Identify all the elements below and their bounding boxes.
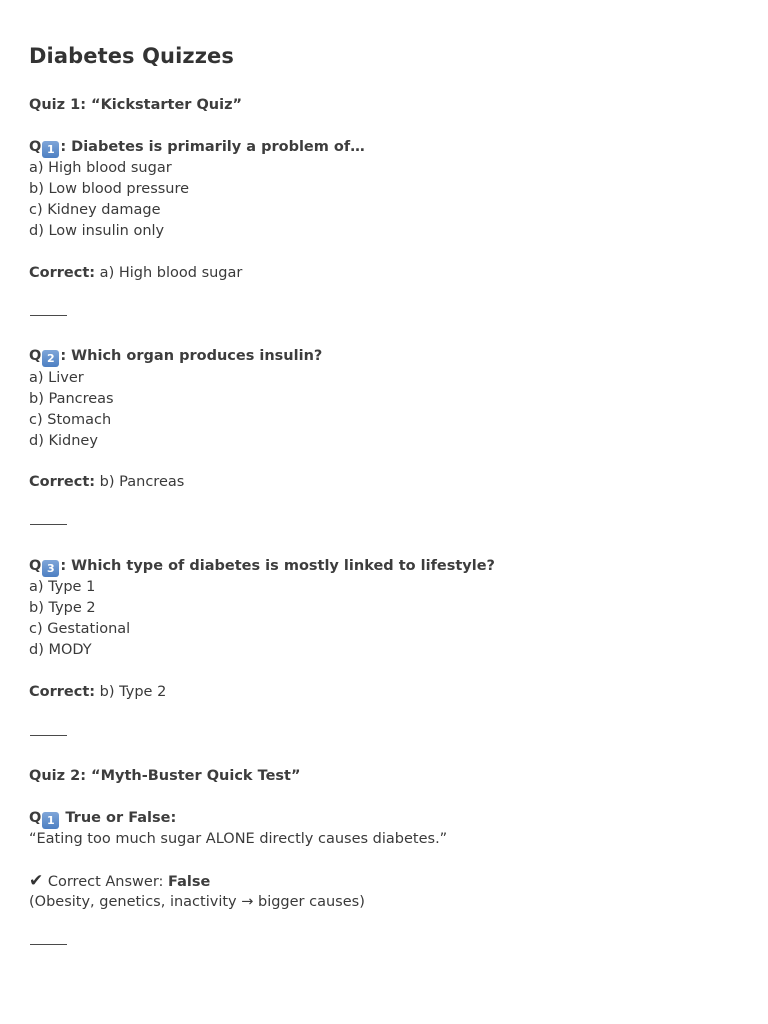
quiz1-q1-option-d: d) Low insulin only: [29, 223, 165, 239]
divider: [30, 735, 67, 736]
quiz1-q3-option-d: d) MODY: [29, 642, 92, 658]
divider: [30, 524, 67, 525]
check-mark-icon: ✔: [29, 871, 44, 891]
quiz1-heading: Quiz 1: “Kickstarter Quiz”: [29, 97, 243, 113]
keycap-one-icon: 1: [42, 141, 59, 158]
quiz1-q3-option-a: a) Type 1: [29, 579, 96, 595]
quiz2-correct-answer: ✔ Correct Answer: False: [29, 871, 211, 891]
page-title: Diabetes Quizzes: [29, 44, 234, 68]
quiz1-q3-correct: Correct: b) Type 2: [29, 684, 167, 700]
keycap-one-icon: 1: [42, 812, 59, 829]
quiz1-q3-option-b: b) Type 2: [29, 600, 96, 616]
quiz1-q3-option-c: c) Gestational: [29, 621, 131, 637]
quiz1-q1-option-b: b) Low blood pressure: [29, 181, 190, 197]
quiz1-question-3: Q 3 : Which type of diabetes is mostly linked to lifestyle?: [29, 558, 495, 575]
quiz2-statement: “Eating too much sugar ALONE directly causes diabetes.”: [29, 831, 448, 847]
quiz1-question-2: Q 2 : Which organ produces insulin?: [29, 348, 323, 365]
quiz2-explanation: (Obesity, genetics, inactivity → bigger causes): [29, 894, 365, 910]
quiz1-q2-correct: Correct: b) Pancreas: [29, 474, 185, 490]
quiz1-q2-option-d: d) Kidney: [29, 433, 98, 449]
quiz2-question-1: Q 1 True or False:: [29, 810, 177, 827]
keycap-two-icon: 2: [42, 350, 59, 367]
quiz2-heading: Quiz 2: “Myth-Buster Quick Test”: [29, 768, 301, 784]
divider: [30, 944, 67, 945]
quiz1-q2-option-b: b) Pancreas: [29, 391, 114, 407]
quiz1-q1-option-a: a) High blood sugar: [29, 160, 172, 176]
quiz1-q2-option-a: a) Liver: [29, 370, 84, 386]
quiz1-question-1: Q 1 : Diabetes is primarily a problem of…: [29, 139, 365, 156]
quiz1-q1-correct: Correct: a) High blood sugar: [29, 265, 243, 281]
keycap-three-icon: 3: [42, 560, 59, 577]
quiz1-q2-option-c: c) Stomach: [29, 412, 112, 428]
quiz1-q1-option-c: c) Kidney damage: [29, 202, 161, 218]
divider: [30, 315, 67, 316]
